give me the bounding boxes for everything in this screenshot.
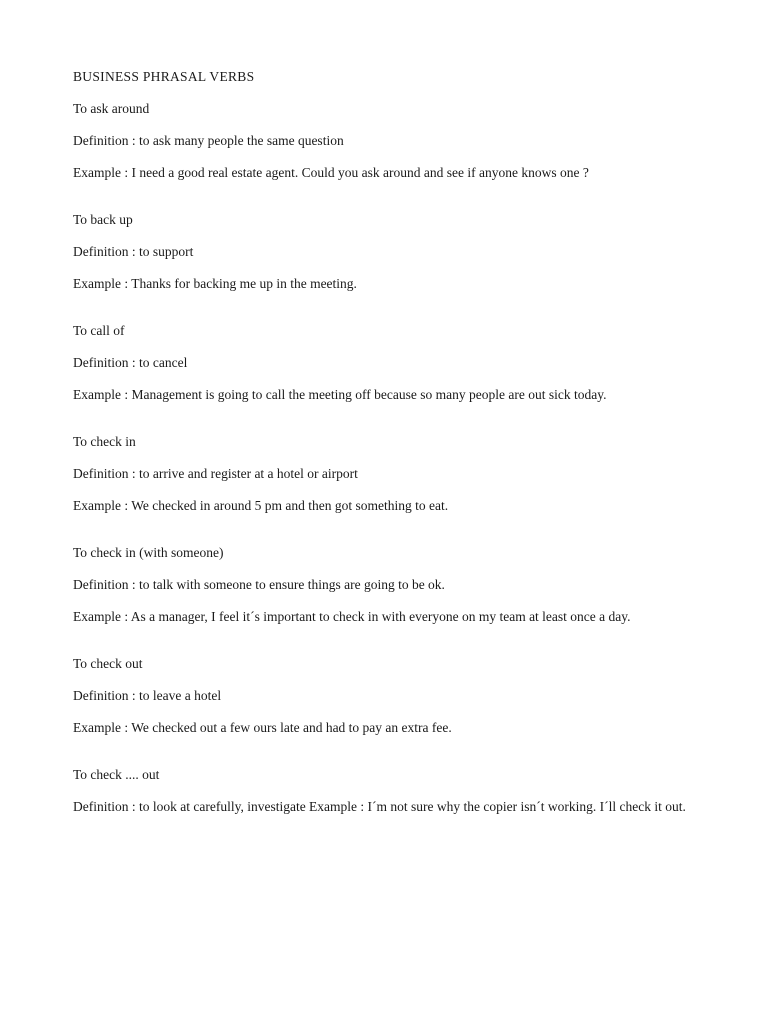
definition-text: Definition : to look at carefully, investigate Example : I´m not sure why the copier isn´t working. I´ll check it out. [73, 799, 686, 814]
definition-text: Definition : to support [73, 244, 194, 259]
phrasal-verb-term: To check in [73, 434, 136, 449]
example-text: Example : I need a good real estate agent. Could you ask around and see if anyone knows one ? [73, 165, 589, 180]
phrasal-verb-term: To check out [73, 656, 143, 671]
phrasal-verb-term: To back up [73, 212, 133, 227]
entry-call-of [73, 322, 698, 403]
definition-text: Definition : to arrive and register at a hotel or airport [73, 466, 358, 481]
example-text: Example : We checked in around 5 pm and then got something to eat. [73, 498, 449, 513]
phrasal-verb-term: To ask around [73, 101, 150, 116]
document-title: BUSINESS PHRASAL VERBS [73, 69, 255, 84]
example-text: Example : We checked out a few ours late and had to pay an extra fee. [73, 720, 452, 735]
document-body [73, 68, 698, 845]
entry-check-in [73, 433, 698, 514]
entry-check-something-out [73, 766, 698, 815]
example-text: Example : Management is going to call the meeting off because so many people are out sick today. [73, 387, 607, 402]
definition-text: Definition : to talk with someone to ensure things are going to be ok. [73, 577, 445, 592]
entry-check-out [73, 655, 698, 736]
entry-ask-around [73, 100, 698, 181]
definition-text: Definition : to leave a hotel [73, 688, 222, 703]
definition-text: Definition : to cancel [73, 355, 188, 370]
entry-back-up [73, 211, 698, 292]
example-text: Example : Thanks for backing me up in the meeting. [73, 276, 357, 291]
example-text: Example : As a manager, I feel it´s important to check in with everyone on my team at least once a day. [73, 609, 631, 624]
phrasal-verb-term: To check in (with someone) [73, 545, 224, 560]
definition-text: Definition : to ask many people the same question [73, 133, 344, 148]
phrasal-verb-term: To check .... out [73, 767, 160, 782]
entry-check-in-with-someone [73, 544, 698, 625]
phrasal-verb-term: To call of [73, 323, 125, 338]
